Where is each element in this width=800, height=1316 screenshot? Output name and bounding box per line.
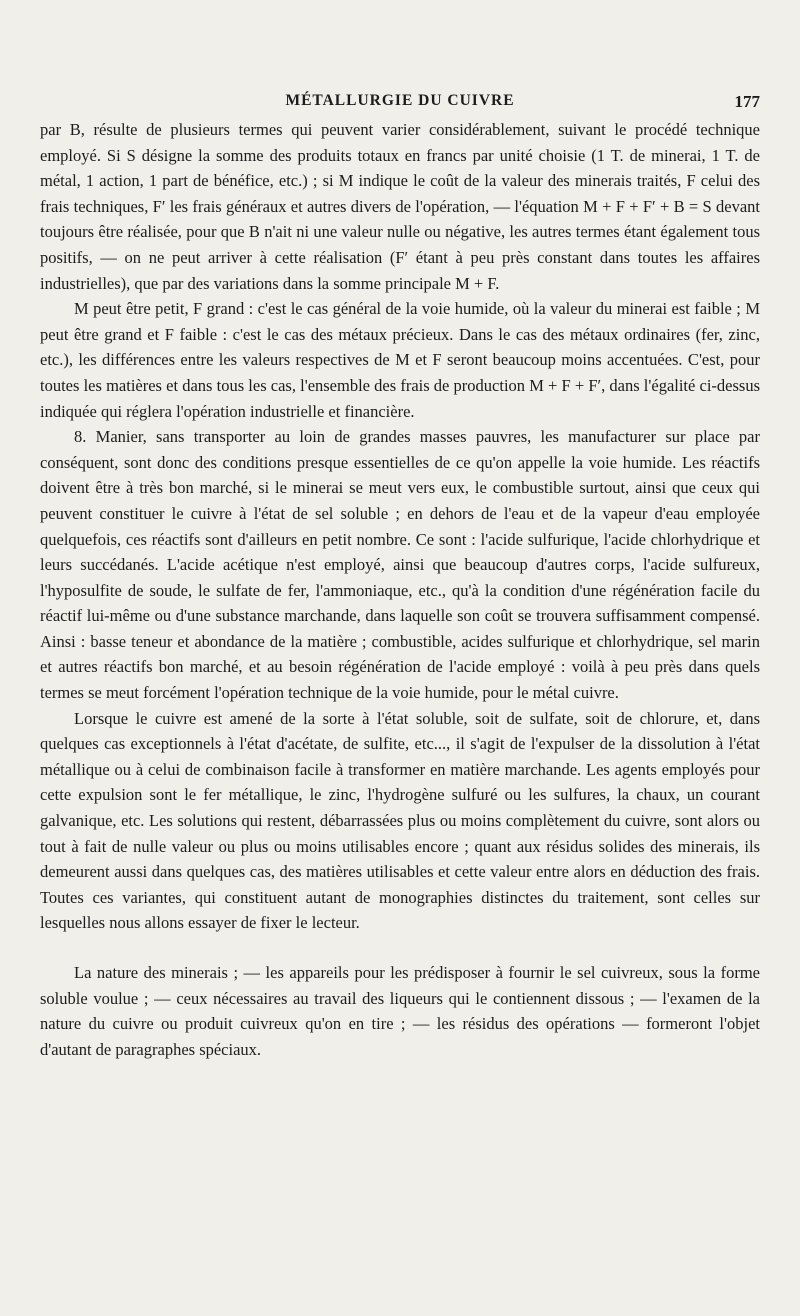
page-header	[40, 92, 760, 116]
body-text	[40, 117, 760, 1062]
paragraph-section-8: 8. Manier, sans transporter au loin de grandes masses pauvres, les manufacturer sur place par conséquent, sont donc des conditions presque essentielles de ce qu'on appelle la voie humide. Les réactifs doivent être à très bon marché, si le minerai se meut vers eux, le combustible surtout, ainsi que ceux qui peuvent constituer le cuivre à l'état de sel soluble ; en dehors de l'eau et de la vapeur d'eau employée quelquefois, ces réactifs sont d'ailleurs en petit nombre. Ce sont : l'acide sulfurique, l'acide chlorhydrique et leurs succédanés. L'acide acétique n'est employé, ainsi que beaucoup d'autres corps, l'acide sulfureux, l'hyposulfite de soude, le sulfate de fer, l'ammoniaque, etc., qu'à la condition d'une régénération facile du réactif lui-même ou d'une substance marchande, dans laquelle son coût se trouvera suffisamment compensé. Ainsi : basse teneur et abondance de la matière ; combustible, acides sulfurique et chlorhydrique, sel marin et autres réactifs bon marché, et au besoin régénération de l'acide employé : voilà à peu près dans quels termes se meut forcément l'opération technique de la voie humide, pour le métal cuivre.	[40, 427, 760, 703]
running-title: MÉTALLURGIE DU CUIVRE	[285, 92, 515, 109]
paragraph-cost-cases: M peut être petit, F grand : c'est le cas général de la voie humide, où la valeur du minerai est faible ; M peut être grand et F faible : c'est le cas des métaux précieux. Dans le cas des métaux ordinaires (fer, zinc, etc.), les différences entre les valeurs respectives de M et F seront beaucoup moins accentuées. C'est, pour toutes les matières et dans tous les cas, l'ensemble des frais de production M + F + F′, dans l'égalité ci-dessus indiquée qui réglera l'opération industrielle et financière.	[40, 299, 760, 421]
paragraph-summary: La nature des minerais ; — les appareils pour les prédisposer à fournir le sel cuivreux, sous la forme soluble voulue ; — ceux nécessaires au travail des liqueurs qui le contiennent dissous ; — l'examen de la nature du cuivre ou produit cuivreux qu'on en tire ; — les résidus des opérations — formeront l'objet d'autant de paragraphes spéciaux.	[40, 963, 760, 1059]
paragraph-equation: par B, résulte de plusieurs termes qui peuvent varier considérablement, suivant le procédé technique employé. Si S désigne la somme des produits totaux en francs par unité choisie (1 T. de minerai, 1 T. de métal, 1 action, 1 part de bénéfice, etc.) ; si M indique le coût de la valeur des minerais traités, F celui des frais techniques, F′ les frais généraux et autres divers de l'opération, — l'équation M + F + F′ + B = S devant toujours être réalisée, pour que B n'ait ni une valeur nulle ou négative, les autres termes étant également tous positifs, — on ne peut arriver à cette réalisation (F′ étant à peu près constant dans toutes les affaires industrielles), que par des variations dans la somme principale M + F.	[40, 120, 760, 293]
page-number: 177	[734, 92, 760, 111]
paragraph-expulsion: Lorsque le cuivre est amené de la sorte à l'état soluble, soit de sulfate, soit de chlorure, et, dans quelques cas exceptionnels à l'état d'acétate, de sulfite, etc..., il s'agit de l'expulser de la dissolution à l'état métallique ou à celui de combinaison facile à transformer en matière marchande. Les agents employés pour cette expulsion sont le fer métallique, le zinc, l'hydrogène sulfuré ou les sulfures, la chaux, un courant galvanique, etc. Les solutions qui restent, débarrassées plus ou moins complètement du cuivre, sont alors ou tout à fait de nulle valeur ou plus ou moins utilisables encore ; quant aux résidus solides des minerais, ils demeurent aussi dans quelques cas, des matières utilisables et cette valeur entre alors en déduction des frais. Toutes ces variantes, qui constituent autant de monographies distinctes du traitement, sont celles sur lesquelles nous allons essayer de fixer le lecteur.	[40, 708, 760, 933]
